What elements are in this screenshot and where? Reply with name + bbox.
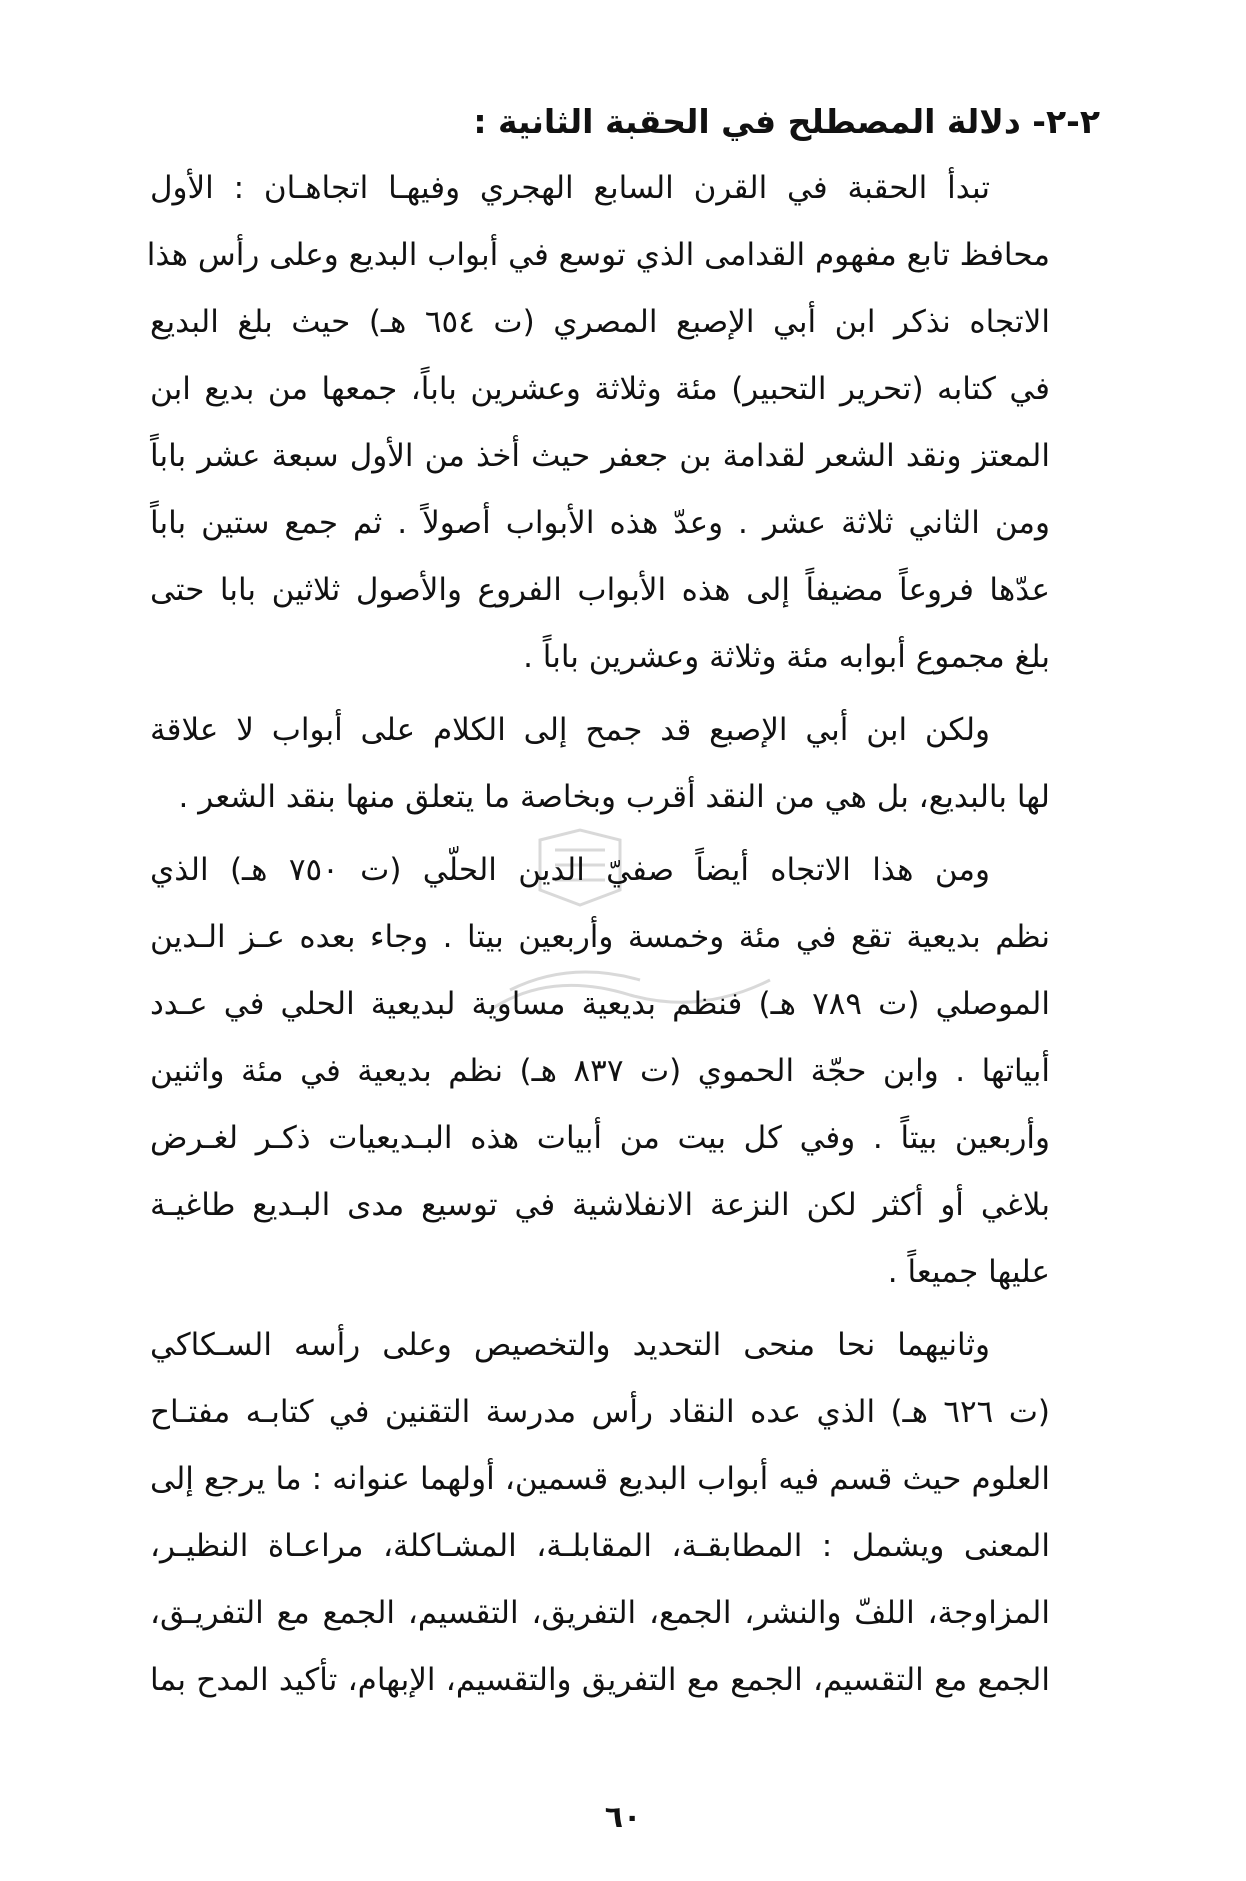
text-line: عليها جميعاً . [887, 1254, 1050, 1290]
text-line: الموصلي (ت ٧٨٩ هـ) فنظم بديعية مساوية لبديعية الحلي في عـدد [150, 986, 1050, 1022]
main-text [146, 88, 1110, 1714]
text-line: عدّها فروعاً مضيفاً إلى هذه الأبواب الفروع والأصول ثلاثين بابا حتى [150, 572, 1050, 608]
text-line: ومن هذا الاتجاه أيضاً صفيّ الدين الحلّي (ت ٧٥٠ هـ) الذي [150, 852, 991, 888]
text-line: الاتجاه نذكر ابن أبي الإصبع المصري (ت ٦٥٤ هـ) حيث بلغ البديع [150, 304, 1050, 340]
text-line: ولكن ابن أبي الإصبع قد جمح إلى الكلام على أبواب لا علاقة [150, 712, 990, 748]
text-line: وثانيهما نحا منحى التحديد والتخصيص وعلى رأسه السـكاكي [150, 1327, 990, 1363]
paragraph-4 [150, 1312, 1110, 1714]
text-line: ومن الثاني ثلاثة عشر . وعدّ هذه الأبواب أصولاً . ثم جمع ستين باباً [150, 505, 1050, 541]
paragraph-1 [146, 155, 1110, 691]
page-number: ٦٠ [604, 1800, 642, 1835]
paragraph-3 [150, 837, 1110, 1306]
text-line: بلغ مجموع أبوابه مئة وثلاثة وعشرين باباً . [523, 639, 1050, 675]
text-line: العلوم حيث قسم فيه أبواب البديع قسمين، أولهما عنوانه : ما يرجع إلى [150, 1461, 1050, 1497]
text-line: المعنى ويشمل : المطابقـة، المقابلـة، المشـاكلة، مراعـاة النظيـر، [150, 1528, 1050, 1564]
text-line: بلاغي أو أكثر لكن النزعة الانفلاشية في توسيع مدى البـديع طاغيـة [150, 1187, 1050, 1223]
paragraph-2 [150, 697, 1110, 831]
text-line: المعتز ونقد الشعر لقدامة بن جعفر حيث أخذ من الأول سبعة عشر باباً [150, 438, 1050, 474]
text-line: نظم بديعية تقع في مئة وخمسة وأربعين بيتا . وجاء بعده عـز الـدين [150, 919, 1050, 955]
text-line: لها بالبديع، بل هي من النقد أقرب وبخاصة ما يتعلق منها بنقد الشعر . [178, 779, 1050, 815]
text-line: وأربعين بيتاً . وفي كل بيت من أبيات هذه البـديعيات ذكـر لغـرض [150, 1120, 1050, 1156]
text-line: المزاوجة، اللفّ والنشر، الجمع، التفريق، التقسيم، الجمع مع التفريـق، [150, 1595, 1050, 1631]
text-line: الجمع مع التقسيم، الجمع مع التفريق والتقسيم، الإبهام، تأكيد المدح بما [150, 1662, 1050, 1698]
text-line: تبدأ الحقبة في القرن السابع الهجري وفيهـا اتجاهـان : الأول [150, 170, 990, 206]
text-line: أبياتها . وابن حجّة الحموي (ت ٨٣٧ هـ) نظم بديعية في مئة واثنين [150, 1053, 1050, 1089]
text-line: (ت ٦٢٦ هـ) الذي عده النقاد رأس مدرسة التقنين في كتابـه مفتـاح [150, 1394, 1050, 1430]
section-heading: ٢-٢- دلالة المصطلح في الحقبة الثانية : [473, 102, 1100, 141]
text-line: في كتابه (تحرير التحبير) مئة وثلاثة وعشرين باباً، جمعها من بديع ابن [150, 371, 1050, 407]
text-line: محافظ تابع مفهوم القدامى الذي توسع في أبواب البديع وعلى رأس هذا [146, 237, 1050, 273]
